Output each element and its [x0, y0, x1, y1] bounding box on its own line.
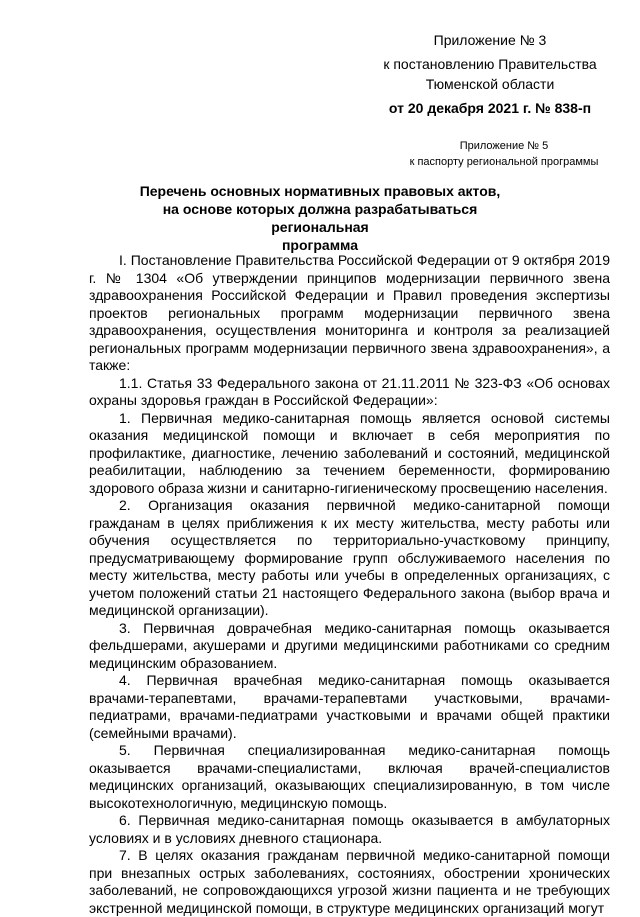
- paragraph-item-5: 5. Первичная специализированная медико-санитарная помощь оказывается врачами-специалистами, включая врачей-специалистов медицинских организаций, оказывающих специализированную, в том числе высокотехнологичную, медицинскую помощь.: [89, 742, 610, 811]
- paragraph-item-2: 2. Организация оказания первичной медико-санитарной помощи гражданам в целях приближения к их месту жительства, месту работы или обучения осуществляется по территориально-участковому принципу, предусматривающему формирование групп обслуживаемого населения по месту жительства, месту работы или учебы в определенных организациях, с учетом положений статьи 21 настоящего Федерального закона (выбор врача и медицинской организации).: [89, 497, 610, 618]
- document-body: [89, 252, 610, 917]
- paragraph-item-6: 6. Первичная медико-санитарная помощь оказывается в амбулаторных условиях и в условиях дневного стационара.: [89, 812, 610, 846]
- paragraph-item-1: 1. Первичная медико-санитарная помощь является основой системы оказания медицинской помощи и включает в себя мероприятия по профилактике, диагностике, лечению заболеваний и состояний, медицинской реабилитации, наблюдению за течением беременности, формированию здорового образа жизни и санитарно-гигиеническому просвещению населения.: [89, 409, 610, 496]
- paragraph-article-33: 1.1. Статья 33 Федерального закона от 21.11.2011 № 323-ФЗ «Об основах охраны здоровья граждан в Российской Федерации»:: [89, 374, 610, 408]
- annex-reference-line-2: Тюменской области: [425, 76, 555, 92]
- annex-reference-line-1: к постановлению Правительства: [383, 56, 597, 72]
- subannex-number: Приложение № 5: [459, 140, 549, 152]
- title-line-2: на основе которых должна разрабатываться региональная: [162, 201, 478, 235]
- annex-number: Приложение № 3: [433, 32, 547, 48]
- subannex-reference: к паспорту региональной программы: [409, 156, 599, 168]
- annex-date: от 20 декабря 2021 г. № 838-п: [388, 100, 592, 116]
- paragraph-item-7: 7. В целях оказания гражданам первичной медико-санитарной помощи при внезапных острых заболеваниях, состояниях, обострении хронических заболеваний, не сопровождающихся угрозой жизни пациента и не требующих экстренной медицинской помощи, в структуре медицинских организаций могут: [89, 847, 610, 916]
- annex-header: [370, 30, 610, 118]
- title-line-1: Перечень основных нормативных правовых актов,: [139, 183, 501, 199]
- paragraph-item-4: 4. Первичная врачебная медико-санитарная помощь оказывается врачами-терапевтами, врачами-терапевтами участковыми, врачами-педиатрами, врачами-педиатрами участковыми и врачами общей практики (семейными врачами).: [89, 672, 610, 741]
- annex-subheader: [398, 138, 610, 170]
- paragraph-resolution: I. Постановление Правительства Российской Федерации от 9 октября 2019 г. № 1304 «Об утверждении принципов модернизации первичного звена здравоохранения Российской Федерации и Правил проведения экспертизы проектов региональных программ модернизации первичного звена здравоохранения, осуществления мониторинга и контроля за реализацией региональных программ модернизации первичного звена здравоохранения», а также:: [89, 252, 610, 373]
- paragraph-item-3: 3. Первичная доврачебная медико-санитарная помощь оказывается фельдшерами, акушерами и другими медицинскими работниками со средним медицинским образованием.: [89, 619, 610, 671]
- title-line-3: программа: [281, 237, 359, 253]
- document-title: [120, 182, 520, 254]
